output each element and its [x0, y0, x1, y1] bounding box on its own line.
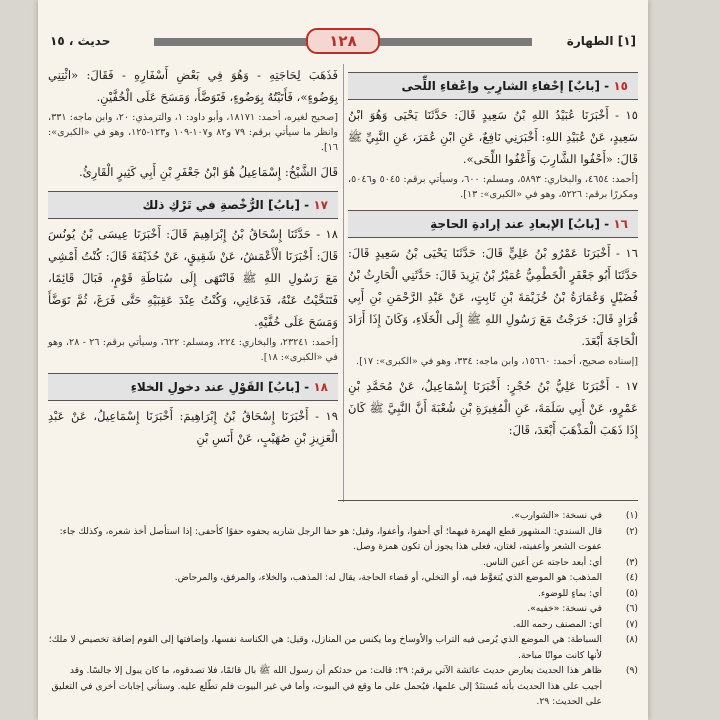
- footnote: (٦) في نسخة: «خفيه».: [527, 603, 638, 614]
- shaykh-remark: قَالَ الشَّيْخُ: إِسْمَاعِيلُ هُوَ ابْنُ جَعْفَرِ بْنِ أَبِي كَثِيرٍ الْقَارِئُ.: [78, 165, 338, 179]
- section-heading-15: ١٥ - [بابٌ] إحْفاءِ الشارِبِ وإعْفاءِ اللِّحى: [348, 72, 638, 100]
- source-note-17: [صحيح لغيره، أحمد: ١٨١٧١، وأبو داود: ١، والترمذي: ٢٠، وابن ماجه: ٣٣١، وانظر ما سيأتي برقم: ٧٩ و٨٢ و١٠٧-١٠٩ و١٢٣-١٢٥، وهو في «الكبرى»: ١٦].: [48, 112, 339, 153]
- hadith-16: ١٦ - أَخْبَرَنَا عَمْرُو بْنُ عَلِيٍّ قَالَ: حَدَّثَنَا يَحْيَى بْنُ سَعِيدٍ قَالَ: حَدَّثَنَا أَبُو جَعْفَرٍ الْخَطْمِيُّ عُمَيْرُ بْنُ يَزِيدَ قَالَ: حَدَّثَنِي الْحَارِثُ بْنُ فُضَيْلٍ وَعُمَارَةُ بْنُ خُزَيْمَةَ بْنِ ثَابِتٍ، عَنْ عَبْدِ الرَّحْمَنِ بْنِ أَبِي قُرَادٍ قَالَ: خَرَجْتُ مَعَ رَسُولِ اللهِ ﷺ إِلَى الْخَلَاءِ، وَكَانَ إِذَا أَرَادَ الْحَاجَةَ أَبْعَدَ.: [348, 246, 638, 348]
- footnote: (٣) أي: أبعد حاجته عن أعين الناس.: [483, 556, 638, 568]
- book-page: [38, 0, 648, 720]
- source-note-16: [إسناده صحيح، أحمد: ١٥٦٦٠، وابن ماجه: ٣٣٤، وهو في «الكبرى»: ١٧].: [356, 356, 638, 367]
- footnote: (١) في نسخة: «الشوارب».: [511, 510, 638, 521]
- footnotes: [48, 508, 638, 710]
- running-header: [44, 28, 642, 54]
- hadith-15: ١٥ - أَخْبَرَنَا عُبَيْدُ اللهِ بْنُ سَعِيدٍ قَالَ: حَدَّثَنَا يَحْيَى وَهُوَ ابْنُ سَعِيدٍ، عَنْ عُبَيْدِ اللهِ: أَخْبَرَنِي نَافِعٌ، عَنِ ابْنِ عُمَرَ، عَنِ النَّبِيِّ ﷺ قَالَ: «أَحْفُوا الشَّارِبَ وَأَعْفُوا اللِّحَى».: [348, 108, 638, 166]
- hadith-19: ١٩ - أَخْبَرَنَا إِسْحَاقُ بْنُ إِبْرَاهِيمَ: أَخْبَرَنَا إِسْمَاعِيلُ، عَنْ عَبْدِ الْعَزِيزِ بْنِ صُهَيْبٍ، عَنْ أَنَسِ بْنِ: [48, 409, 338, 445]
- page-number: ١٢٨: [306, 28, 380, 54]
- source-note-15: [أحمد: ٤٦٥٤، والبخاري: ٥٨٩٣، ومسلم: ٦٠٠، وسيأتي برقم: ٥٠٤٥ و٥٠٤٦، ومكررًا برقم: ٥٢٢٦، وهو في «الكبرى»: ١٣].: [348, 174, 639, 200]
- section-heading-16: ١٦ - [بابُ] الإبعادِ عند إرادةِ الحاجةِ: [348, 210, 638, 238]
- section-heading-18: ١٨ - [بابُ] القَوْلِ عند دخولِ الخلاءِ: [48, 373, 338, 401]
- footnote: (٩) ظاهر هذا الحديث يعارض حديث عائشة الآتي برقم: ٢٩: قالت: من حدثكم أن رسول الله ﷺ بال قائمًا، فلا تصدقوه، ما كان يبول إلا جالسًا. وقد أجيب على هذا الحديث بأنه مُستنَدٌ إلى علمها، فيُحمل على ما وقع في البيوت، وأما في غير البيوت فلم تطّلع عليه. وستأتي إجابات أخرى في التعليق على الحديث: ٢٩.: [51, 665, 638, 707]
- source-note-18: [أحمد: ٢٣٢٤١، والبخاري: ٢٢٤، ومسلم: ٦٢٢، وسيأتي برقم: ٢٦ - ٢٨، وهو في «الكبرى»: ١٨].: [48, 337, 339, 363]
- hadith-18: ١٨ - حَدَّثَنَا إِسْحَاقُ بْنُ إِبْرَاهِيمَ قَالَ: أَخْبَرَنَا عِيسَى بْنُ يُونُسَ قَالَ: أَخْبَرَنَا الْأَعْمَشُ، عَنْ شَقِيقٍ، عَنْ حُذَيْفَةَ قَالَ: كُنْتُ أَمْشِي مَعَ رَسُولِ اللهِ ﷺ فَانْتَهَى إِلَى سُبَاطَةِ قَوْمٍ، فَبَالَ قَائِمًا، فَتَنَحَّيْتُ عَنْهُ، فَدَعَانِي، وَكُنْتُ عِنْدَ عَقِبَيْهِ حَتَّى فَرَغَ، ثُمَّ تَوَضَّأَ وَمَسَحَ عَلَى خُفَّيْهِ.: [48, 227, 338, 329]
- footnote: (٢) قال السندي: المشهور قطع الهمزة فيهما؛ أي أحفوا، وأعفوا، وقيل: هو حفا الرجل شاربه يحفوه حفوًا كأحفى: إذا استأصل أخذ شعره، وكذلك جاء: عفوت الشعر وأعفيته، لغتان، فعلى هذا يجوز أن تكون همزة وصل.: [59, 525, 638, 552]
- footnote: (٤) المذهب: هو الموضع الذي يُتغوَّط فيه، أو التخلي، أو قضاء الحاجة، يقال له: المذهب، والخلاء، والمرفق، والمرحاض.: [174, 572, 638, 583]
- left-column: [48, 64, 338, 451]
- footnote-rule: [338, 500, 638, 501]
- right-column: [348, 64, 638, 443]
- footnote: (٧) أي: المصنف رحمه الله.: [512, 618, 638, 630]
- column-separator: [343, 64, 344, 502]
- hadith-range-label: حديث ، ١٥: [50, 34, 111, 48]
- hadith-17: ١٧ - أَخْبَرَنَا عَلِيُّ بْنُ حُجْرٍ: أَخْبَرَنَا إِسْمَاعِيلُ، عَنْ مُحَمَّدِ بْنِ عَمْرٍو، عَنْ أَبِي سَلَمَةَ، عَنِ الْمُغِيرَةِ بْنِ شُعْبَةَ أَنَّ النَّبِيَّ ﷺ كَانَ إِذَا ذَهَبَ الْمَذْهَبَ أَبْعَدَ، قَالَ:: [348, 379, 638, 437]
- section-heading-17: ١٧ - [بابُ] الرُّخْصةِ في تَرْكِ ذلك: [48, 191, 338, 219]
- footnote: (٥) أي: بماءٍ للوضوء.: [537, 587, 638, 599]
- chapter-label: [١] الطهارة: [566, 34, 636, 48]
- hadith-17-continuation: فَذَهَبَ لِحَاجَتِهِ - وَهُوَ فِي بَعْضِ أَسْفَارِهِ - فَقَالَ: «ائْتِنِي بِوَضُوءٍ»، فَأَتَيْتُهُ بِوَضُوءٍ، فَتَوَضَّأَ، وَمَسَحَ عَلَى الْخُفَّيْنِ.: [48, 68, 338, 104]
- footnote: (٨) السباطة: هي الموضع الذي يُرمى فيه التراب والأوساخ وما يكنس من المنازل، وقيل: هي الكناسة نفسها، وإضافتها إلى القوم إضافة تخصيص لا ملك؛ لأنها كانت مواتًا مباحة.: [48, 634, 638, 661]
